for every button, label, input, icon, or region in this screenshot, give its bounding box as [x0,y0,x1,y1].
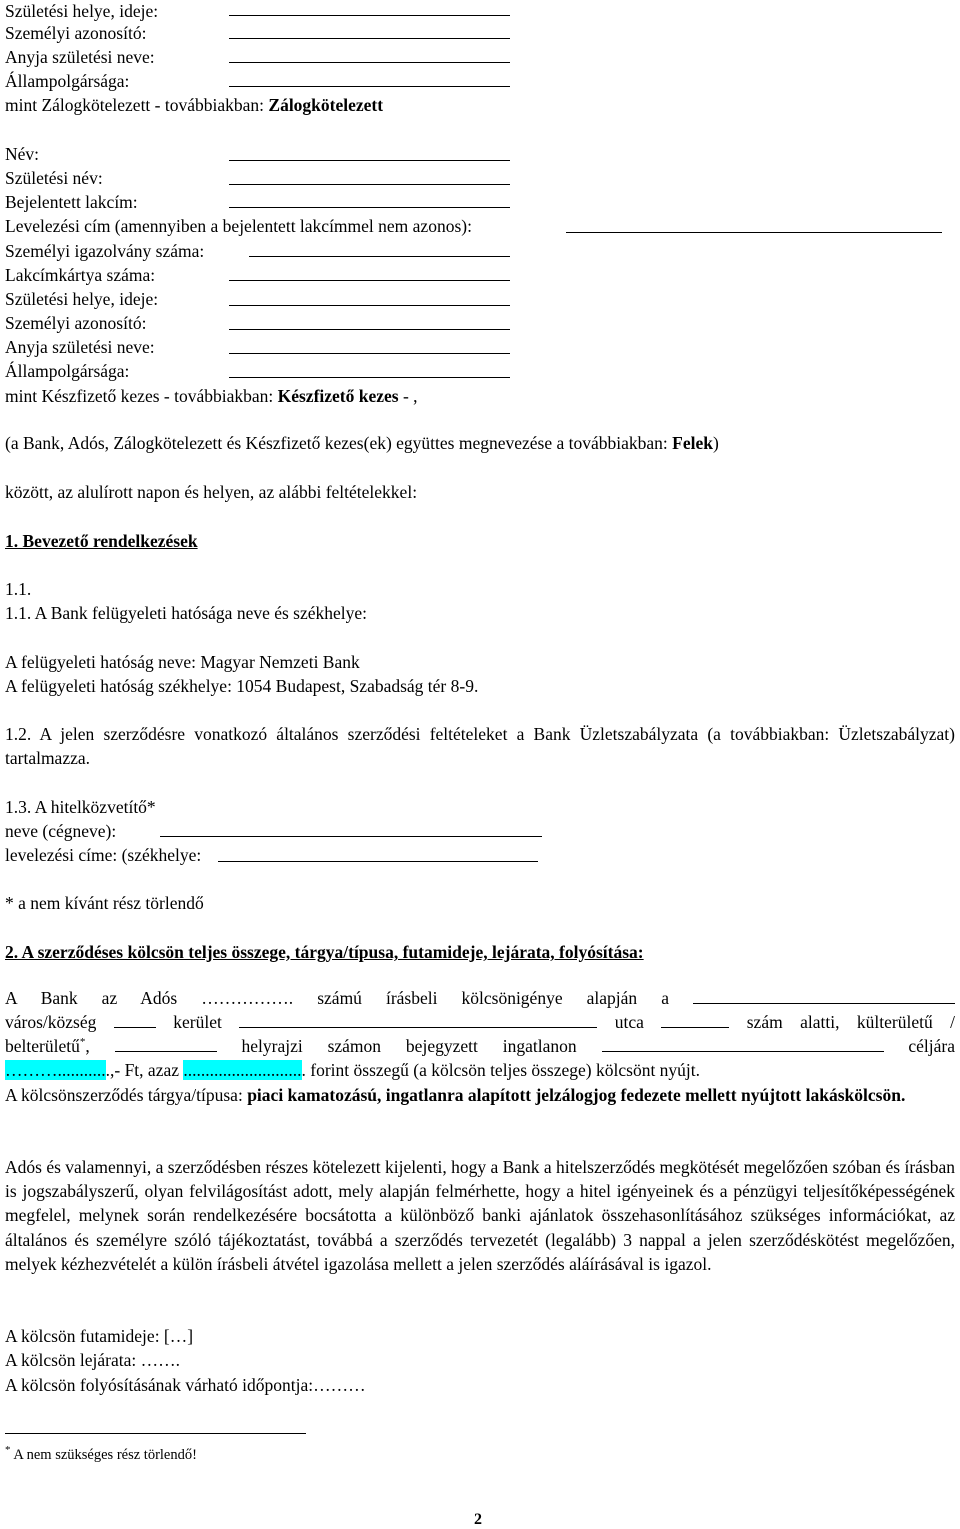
guarantor-mother-blank[interactable] [229,353,510,354]
pledgor-citizenship-blank[interactable] [229,86,510,87]
guarantor-idcard-blank[interactable] [249,256,510,257]
footnote: * A nem szükséges rész törlendő! [5,1444,197,1463]
guarantor-citizenship-blank[interactable] [229,377,510,378]
pledgor-mother-blank[interactable] [229,62,510,63]
pledgor-birth-blank[interactable] [229,15,510,16]
guarantor-personalid-blank[interactable] [229,329,510,330]
delete-note: * a nem kívánt rész törlendő [5,893,204,913]
guarantor-role-line: mint Készfizető kezes - továbbiakban: Készfizető kezes - , [5,386,418,406]
guarantor-addresscard-blank[interactable] [229,280,510,281]
guarantor-mother-label: Anyja születési neve: [5,337,155,357]
guarantor-birthname-label: Születési név: [5,168,103,188]
loan-place-blank[interactable] [693,989,955,1004]
loan-type: A kölcsönszerződés tárgya/típusa: piaci kamatozású, ingatlanra alapított jelzálogjog fedezete mellett nyújtott lakáskölcsön. [5,1085,906,1105]
pledgor-role-line: mint Zálogkötelezett - továbbiakban: Zálogkötelezett [5,95,384,115]
street-blank[interactable] [239,1013,597,1028]
guarantor-birthname-blank[interactable] [229,184,510,185]
footnote-separator [5,1433,306,1434]
type-blank[interactable] [115,1037,217,1052]
guarantor-personalid-label: Személyi azonosító: [5,313,147,333]
amount-number-field[interactable]: ………........... [5,1060,106,1080]
item-1-2: 1.2. A jelen szerződésre vonatkozó általános szerződési feltételeket a Bank Üzletszabályzata (a továbbiakban: Üzletszabályzat) tartalmazza. [5,724,955,769]
parcel-number-blank[interactable] [602,1037,884,1052]
district-blank[interactable] [114,1013,156,1028]
guarantor-address-blank[interactable] [229,207,510,208]
loan-term: A kölcsön futamideje: […] [5,1326,194,1346]
guarantor-name-blank[interactable] [229,160,510,161]
intermediary-name-label: neve (cégneve): [5,821,117,841]
pledgor-id-blank[interactable] [229,38,510,39]
item-1-3: 1.3. A hitelközvetítő* [5,797,156,817]
loan-line-4: ………............,- Ft, azaz ............................ forint összegű (a kölcsön teljes összege) kölcsönt nyújt. [5,1060,701,1080]
pledgor-id-label: Személyi azonosító: [5,23,147,43]
intermediary-address-blank[interactable] [218,861,538,862]
pledgor-citizenship-label: Állampolgársága: [5,71,130,91]
authority-name: A felügyeleti hatóság neve: Magyar Nemzeti Bank [5,652,360,672]
page-number: 2 [474,1511,482,1528]
pledgor-mother-label: Anyja születési neve: [5,47,155,67]
guarantor-address-label: Bejelentett lakcím: [5,192,138,212]
parties-note: (a Bank, Adós, Zálogkötelezett és Készfizető kezes(ek) együttes megnevezése a továbbiakban: Felek) [5,433,719,453]
guarantor-citizenship-label: Állampolgársága: [5,361,130,381]
loan-disbursement: A kölcsön folyósításának várható időpontja:……… [5,1375,366,1395]
guarantor-addresscard-label: Lakcímkártya száma: [5,265,156,285]
intermediary-address-label: levelezési címe: (székhelye: [5,845,202,865]
guarantor-name-label: Név: [5,144,40,164]
item-1-1: 1.1. A Bank felügyeleti hatósága neve és székhelye: [5,603,368,623]
guarantor-mail-blank[interactable] [566,232,942,233]
guarantor-birth-blank[interactable] [229,305,510,306]
house-number-blank[interactable] [661,1013,729,1028]
authority-seat: A felügyeleti hatóság székhelye: 1054 Budapest, Szabadság tér 8-9. [5,676,479,696]
loan-line-2: város/község kerület utca szám alatti, külterületű / [5,1012,956,1032]
section1-title: 1. Bevezető rendelkezések [5,531,198,551]
section2-title: 2. A szerződéses kölcsön teljes összege, tárgya/típusa, futamideje, lejárata, folyósítása: [5,942,644,962]
loan-line-1: A Bank az Adós ……………. számú írásbeli kölcsönigénye alapján a [5,987,955,1009]
item-1-1-number: 1.1. [5,579,32,599]
guarantor-mail-label: Levelezési cím (amennyiben a bejelentett lakcímmel nem azonos): [5,216,472,236]
guarantor-birth-label: Születési helye, ideje: [5,289,159,309]
guarantor-idcard-label: Személyi igazolvány száma: [5,241,205,261]
loan-line-3: belterületű*, helyrajzi számon bejegyzett ingatlanon céljára [5,1036,956,1056]
between-line: között, az alulírott napon és helyen, az alábbi feltételekkel: [5,482,418,502]
pledgor-birth-label: Születési helye, ideje: [5,1,159,21]
amount-words-field[interactable]: ........................... [183,1060,302,1080]
intermediary-name-blank[interactable] [160,836,542,837]
loan-maturity: A kölcsön lejárata: ……. [5,1350,180,1370]
declaration-paragraph: Adós és valamennyi, a szerződésben részes kötelezett kijelenti, hogy a Bank a hitelszerződés megkötését megelőzően szóban és írásban is jogszabályszerű, olyan felvilágosítást adott, mely alapján felmérhette, hogy a hitel igényeinek és a pénzügyi teljesítőképességének megfelel, melynek során rendelkezésére bocsátotta a különböző banki ajánlatok összehasonlításához szükséges információkat, az általános és személyre szóló tájékoztatást, továbbá a szerződés tervezetét (legalább) 3 nappal a jelen szerződéskötést megelőzően, melyek kézhezvételét a külön írásbeli átvétel igazolása mellett a jelen szerződés aláírásával is igazol. [5,1157,955,1274]
